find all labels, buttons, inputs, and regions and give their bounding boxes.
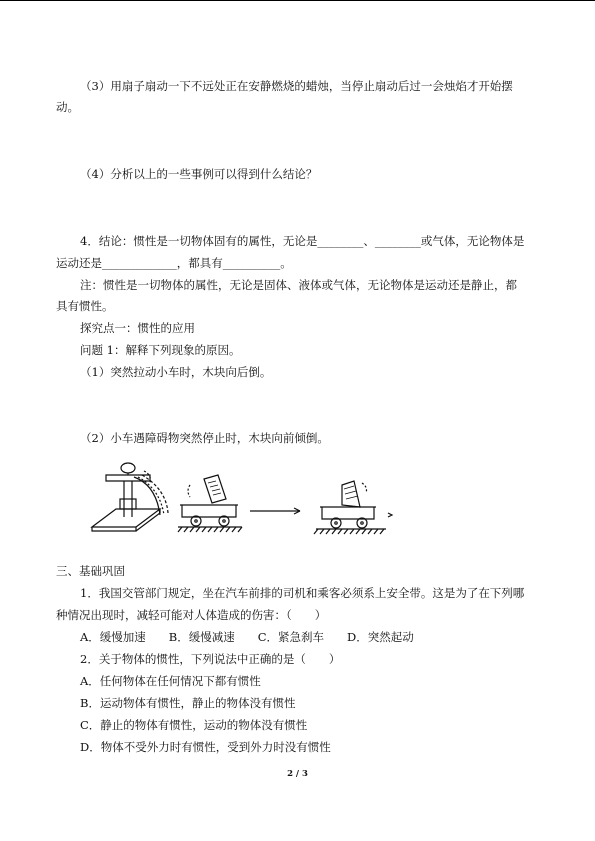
q4: （4）分析以上的一些事例可以得到什么结论？ (80, 167, 318, 181)
ex2-option-b: B．运动物体有惯性，静止的物体没有惯性 (80, 696, 296, 710)
p1-item1: （1）突然拉动小车时，木块向后倒。 (80, 365, 272, 379)
ex2-option-a: A．任何物体在任何情况下都有惯性 (80, 674, 261, 688)
pull-arrow (250, 508, 300, 514)
p1-item2: （2）小车遇障碍物突然停止时，木块向前倾倒。 (80, 431, 329, 445)
ex2-question: 2．关于物体的惯性，下列说法中正确的是（ ） (80, 652, 341, 666)
conclusion-line1: 4．结论：惯性是一切物体固有的属性，无论是________、________或气体，无论物体是 (80, 234, 525, 248)
q3-line2: 动。 (56, 100, 79, 114)
q3-line1: （3）用扇子扇动一下不远处正在安静燃烧的蜡烛，当停止扇动后过一会烛焰才开始摆 (80, 79, 513, 93)
inertia-figure (86, 455, 416, 537)
motion-lines (134, 471, 168, 515)
ex1-line1: 1．我国交管部门规定，坐在汽车前排的司机和乘客必须系上安全带。这是为了在下列哪 (80, 586, 525, 600)
ex1-options: A．缓慢加速 B．缓慢减速 C．紧急刹车 D．突然起动 (80, 630, 414, 644)
cart-1 (178, 505, 242, 532)
block-tilted-back (188, 475, 226, 503)
top-rule (0, 0, 595, 1)
conclusion-line2: 运动还是_____________，都具有__________。 (56, 256, 292, 270)
page-number: 2 / 3 (287, 769, 308, 779)
ex2-option-d: D．物体不受外力时有惯性，受到外力时没有惯性 (80, 740, 331, 754)
note-line1: 注：惯性是一切物体的属性，无论是固体、液体或气体，无论物体是运动还是静止，都 (80, 278, 517, 292)
explore-title: 探究点一：惯性的应用 (80, 321, 195, 335)
ex2-option-c: C．静止的物体有惯性，运动的物体没有惯性 (80, 718, 308, 732)
cart-2 (314, 507, 386, 534)
apparatus-base (92, 509, 160, 531)
ex1-line2: 种情况出现时，减轻可能对人体造成的伤害：（ ） (56, 608, 327, 622)
problem1: 问题 1：解释下列现象的原因。 (80, 343, 241, 357)
block-tilted-forward (342, 481, 392, 517)
note-line2: 具有惯性。 (56, 299, 114, 313)
section3-heading: 三、基础巩固 (56, 564, 125, 578)
